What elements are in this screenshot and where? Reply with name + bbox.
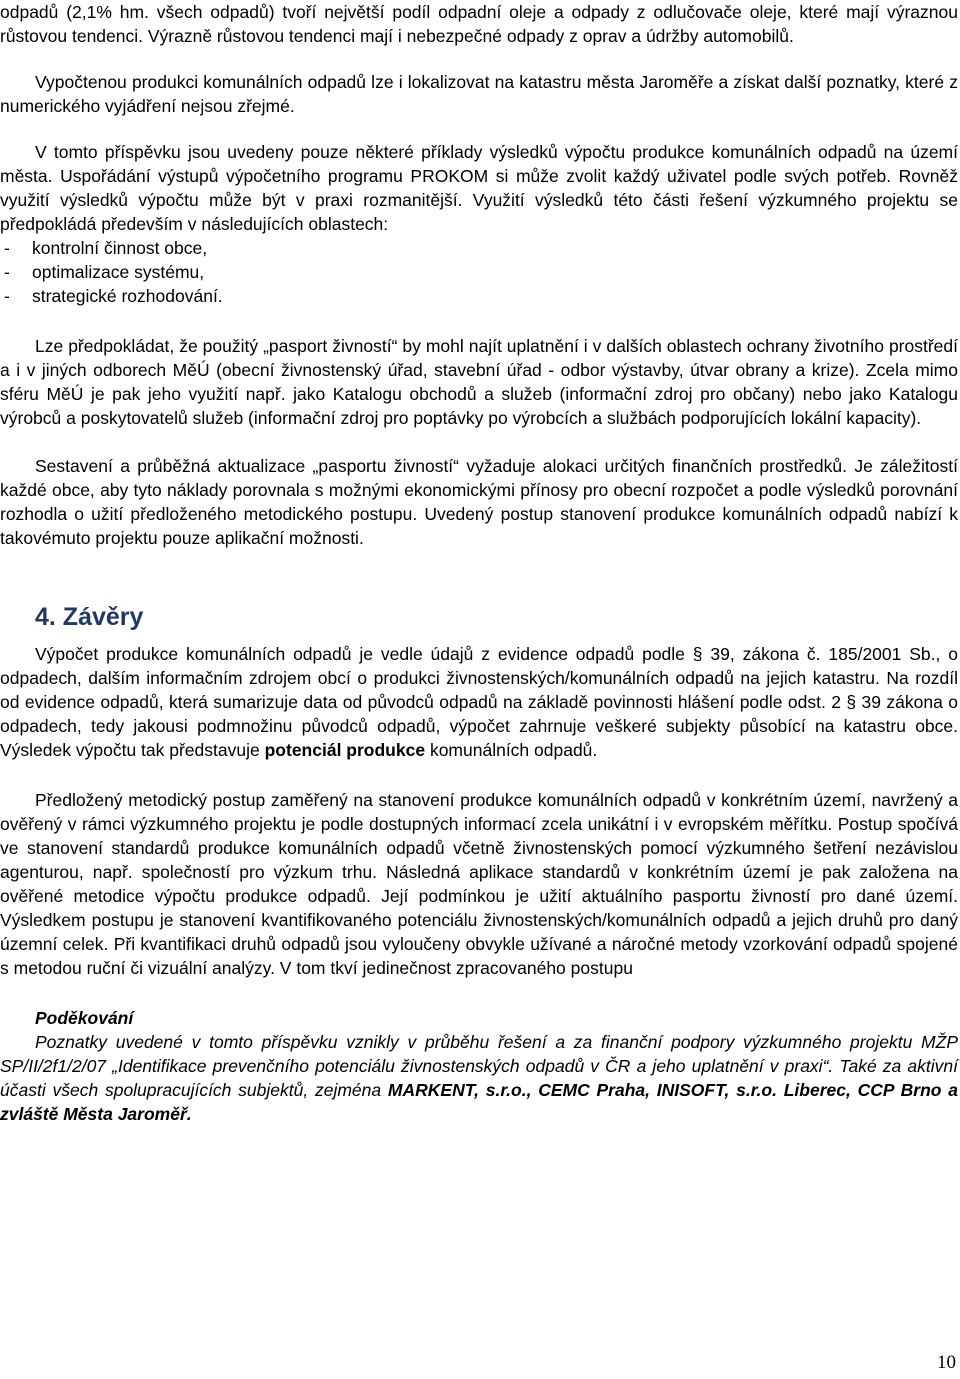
list-item: - strategické rozhodování. [0, 284, 958, 308]
section-heading-conclusions: 4. Závěry [35, 603, 144, 631]
paragraph-localization: Vypočtenou produkci komunálních odpadů lze i lokalizovat na katastru města Jaroměře a získat další poznatky, které z numerického vyjádření nejsou zřejmé. [0, 72, 958, 116]
list-item: - optimalizace systému, [0, 260, 958, 284]
list-item: - kontrolní činnost obce, [0, 236, 958, 260]
paragraph-calculation-end: komunálních odpadů. [429, 740, 598, 760]
application-areas-list [0, 236, 958, 308]
paragraph-methodology: Předložený metodický postup zaměřený na stanovení produkce komunálních odpadů v konkrétním území, navržený a ověřený v rámci výzkumného projektu je podle dostupných informací zcela unikátní i v evropském měřítku. Postup spočívá ve stanovení standardů produkce komunálních odpadů včetně živnostenských pomocí výzkumného šetření nezávislou agenturou, např. společností pro výzkum trhu. Následná aplikace standardů v konkrétním území je pak založena na ověřené metodice výpočtu produkce odpadů. Její podmínkou je užití aktuálního pasportu živností pro dané území. Výsledkem postupu je stanovení kvantifikovaného potenciálu živnostenských/komunálních odpadů a jejich druhů pro daný územní celek. Při kvantifikaci druhů odpadů jsou vyloučeny obvykle užívané a náročné metody vzorkování odpadů spojené s metodou ruční či vizuální analýzy. V tom tkví jedinečnost zpracovaného postupu [0, 790, 958, 978]
paragraph-calculation [0, 642, 958, 762]
acknowledgement-body: Poznatky uvedené v tomto příspěvku vznikly v průběhu řešení a za finanční podpory výzkumného projektu MŽP SP/II/2f1/2/07 „Identifikace prevenčního potenciálu živnostenských odpadů v ČR a jeho uplatnění v praxi“. Také za aktivní účasti všech spolupracujících subjektů, zejména [0, 1032, 958, 1100]
paragraph-examples: V tomto příspěvku jsou uvedeny pouze některé příklady výsledků výpočtu produkce komunálních odpadů na území města. Uspořádání výstupů výpočetního programu PROKOM si může zvolit každý uživatel podle svých potřeb. Rovněž využití výsledků výpočtu může být v praxi rozmanitější. Využití výsledků této části řešení výzkumného projektu se předpokládá především v následujících oblastech: [0, 142, 958, 234]
acknowledgement-text [0, 1030, 958, 1126]
acknowledgement-partners: MARKENT, s.r.o., CEMC Praha, INISOFT, s.r.o. Liberec, CCP Brno a zvláště Města Jaroměř. [0, 1080, 958, 1124]
paragraph-trade-passport: Lze předpokládat, že použitý „pasport živností“ by mohl najít uplatnění i v dalších oblastech ochrany životního prostředí a i v jiných odborech MěÚ (obecní živnostenský úřad, stavební úřad - odbor výstavby, útvar obrany a krize). Zcela mimo sféru MěÚ je pak jeho využití např. jako Katalogu obchodů a služeb (informační zdroj pro občany) nebo jako Katalogu výrobců a poskytovatelů služeb (informační zdroj pro poptávky po výrobcích a službách podporujících lokální kapacity). [0, 336, 958, 428]
page-number: 10 [937, 1352, 956, 1373]
potential-production-emphasis: potenciál produkce [264, 740, 426, 760]
acknowledgement-heading: Poděkování [35, 1008, 134, 1028]
paragraph-calculation-text: Výpočet produkce komunálních odpadů je vedle údajů z evidence odpadů podle § 39, zákona č. 185/2001 Sb., o odpadech, dalším informačním zdrojem obcí o produkci živnostenských/komunálních odpadů na jejich katastru. Na rozdíl od evidence odpadů, která sumarizuje data od původců odpadů na základě povinnosti hlášení podle odst. 2 § 39 zákona o odpadech, tedy jakousi podmnožinu původců odpadů, výpočet zahrnuje veškeré subjekty působící na katastru obce. Výsledek výpočtu tak představuje [0, 644, 958, 760]
paragraph-compilation: Sestavení a průběžná aktualizace „pasportu živností“ vyžaduje alokaci určitých finančních prostředků. Je záležitostí každé obce, aby tyto náklady porovnala s možnými ekonomickými přínosy pro obecní rozpočet a podle výsledků porovnání rozhodla o užití předloženého metodického postupu. Uvedený postup stanovení produkce komunálních odpadů nabízí k takovémuto projektu pouze aplikační možnosti. [0, 456, 958, 548]
paragraph-waste-oils: odpadů (2,1% hm. všech odpadů) tvoří největší podíl odpadní oleje a odpady z odlučovače oleje, které mají výraznou růstovou tendenci. Výrazně růstovou tendenci mají i nebezpečné odpady z oprav a údržby automobilů. [0, 2, 958, 46]
